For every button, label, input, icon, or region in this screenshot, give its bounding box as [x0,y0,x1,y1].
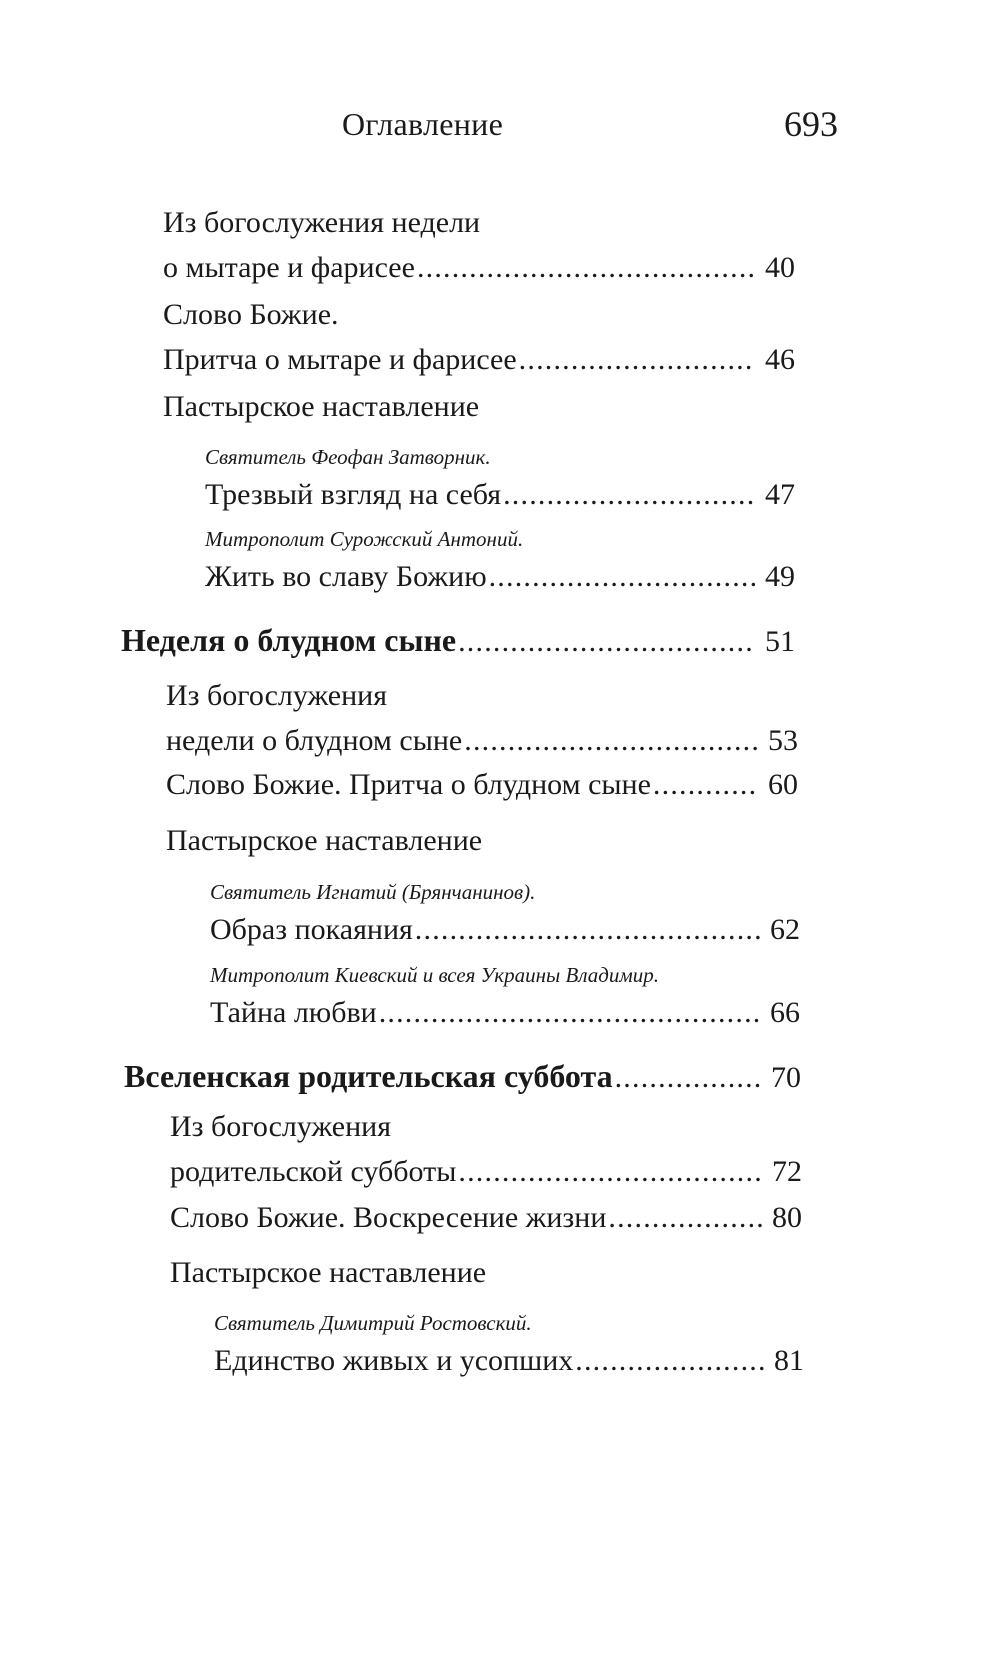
leader-dots [653,762,758,807]
leader-dots [379,990,760,1035]
toc-entry-page: 80 [772,1201,802,1234]
toc-entry[interactable] [205,524,795,599]
toc-entry-title-line: Из богослужения [166,679,388,712]
toc-entry-page: 47 [765,478,795,511]
toc-entry-author: Митрополит Сурожский Антоний. [205,527,524,551]
leader-dots [489,554,755,599]
leader-dots [464,718,758,763]
toc-entry-page: 60 [768,768,798,801]
subsection-heading: Пастырское наставление [163,390,480,423]
toc-entry-title-line: о мытаре и фарисее [163,251,415,284]
toc-entry-title-line: Слово Божие. [163,298,339,331]
leader-dots [458,619,755,664]
subsection-heading: Пастырское наставление [170,1256,487,1289]
toc-entry-title: Единство живых и усопших [214,1344,574,1377]
toc-entry[interactable] [210,960,800,1035]
leader-dots [417,245,755,290]
leader-dots [503,472,755,517]
toc-entry-title-line: Притча о мытаре и фарисее [163,343,517,376]
toc-entry-author: Митрополит Киевский и всея Украины Владимир. [210,963,660,987]
leader-dots [415,907,760,952]
toc-entry[interactable] [163,292,795,382]
running-header-title: Оглавление [342,106,504,142]
leader-dots [519,337,755,382]
leader-dots [575,1338,764,1383]
toc-entry[interactable] [210,877,800,952]
page-number: 693 [784,104,838,144]
toc-entry-page: 81 [774,1344,804,1377]
toc-entry-page: 46 [765,343,795,376]
toc-entry[interactable] [205,442,795,517]
toc-entry-title-line: родительской субботы [170,1155,457,1188]
toc-entry[interactable] [163,200,795,290]
toc-entry-title-line: Из богослужения недели [163,206,481,239]
toc-section-title: Вселенская родительская суббота [124,1058,613,1094]
leader-dots [608,1195,762,1240]
toc-entry-title: Слово Божие. Воскресение жизни [170,1201,607,1234]
subsection-heading: Пастырское наставление [166,824,483,857]
toc-entry-title: Жить во славу Божию [205,560,487,593]
toc-entry-author: Святитель Димитрий Ростовский. [214,1311,532,1335]
leader-dots [458,1149,762,1194]
toc-section-page: 51 [765,625,795,658]
toc-entry-page: 53 [768,724,798,757]
toc-section-page: 70 [771,1061,801,1094]
toc-entry-title-line: недели о блудном сыне [166,724,463,757]
toc-entry-page: 62 [770,913,800,946]
toc-section[interactable] [121,618,795,664]
toc-entry[interactable] [166,673,798,763]
toc-entry-title: Образ покаяния [210,913,413,946]
toc-entry-title-line: Из богослужения [170,1110,392,1143]
toc-section[interactable] [124,1054,801,1100]
leader-dots [615,1055,761,1100]
toc-entry-author: Святитель Феофан Затворник. [205,445,491,469]
toc-entry-title: Слово Божие. Притча о блудном сыне [166,768,651,801]
toc-entry-title: Трезвый взгляд на себя [205,478,502,511]
toc-section-title: Неделя о блудном сыне [121,622,457,658]
toc-entry[interactable] [170,1104,802,1194]
toc-entry[interactable] [166,762,798,807]
toc-entry[interactable] [170,1195,802,1240]
toc-entry-title: Тайна любви [210,996,377,1029]
toc-entry[interactable] [214,1308,804,1383]
toc-entry-page: 66 [770,996,800,1029]
toc-entry-page: 49 [765,560,795,593]
toc-entry-page: 40 [765,251,795,284]
toc-entry-author: Святитель Игнатий (Брянчанинов). [210,880,536,904]
toc-entry-page: 72 [772,1155,802,1188]
